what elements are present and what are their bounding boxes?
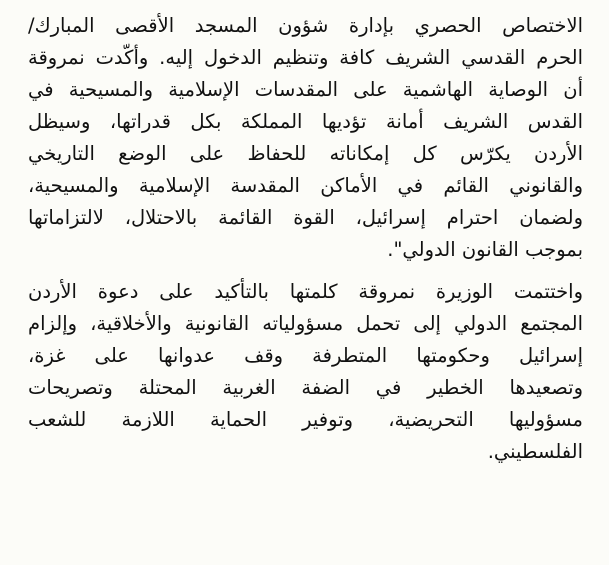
text-line: القدس الشريف أمانة تؤديها المملكة بكل قدراتها، وسيظل [28, 110, 583, 133]
text-line: مسؤوليها التحريضية، وتوفير الحماية اللازمة للشعب [28, 408, 583, 431]
text-line: واختتمت الوزيرة نمروقة كلمتها بالتأكيد على دعوة الأردن [28, 280, 583, 303]
text-line: الاختصاص الحصري بإدارة شؤون المسجد الأقصى المبارك/ [28, 14, 583, 37]
paragraph-2 [28, 276, 583, 468]
text-line: الأردن يكرّس كل إمكاناته للحفاظ على الوضع التاريخي [28, 142, 583, 165]
text-line: الحرم القدسي الشريف كافة وتنظيم الدخول إليه. وأكّدت نمروقة [28, 46, 583, 69]
text-line: وتصعيدها الخطير في الضفة الغربية المحتلة وتصريحات [28, 376, 583, 399]
text-line: إسرائيل وحكومتها المتطرفة وقف عدوانها على غزة، [28, 344, 583, 367]
text-line: والقانوني القائم في الأماكن المقدسة الإسلامية والمسيحية، [28, 174, 583, 197]
text-line: أن الوصاية الهاشمية على المقدسات الإسلامية والمسيحية في [28, 78, 583, 101]
article-body [28, 10, 583, 478]
text-line: ولضمان احترام إسرائيل، القوة القائمة بالاحتلال، لالتزاماتها [28, 206, 583, 229]
text-line: المجتمع الدولي إلى تحمل مسؤولياته القانونية والأخلاقية، وإلزام [28, 312, 583, 335]
paragraph-1 [28, 10, 583, 266]
text-line: بموجب القانون الدولي". [387, 238, 583, 261]
text-line: الفلسطيني. [487, 440, 583, 463]
